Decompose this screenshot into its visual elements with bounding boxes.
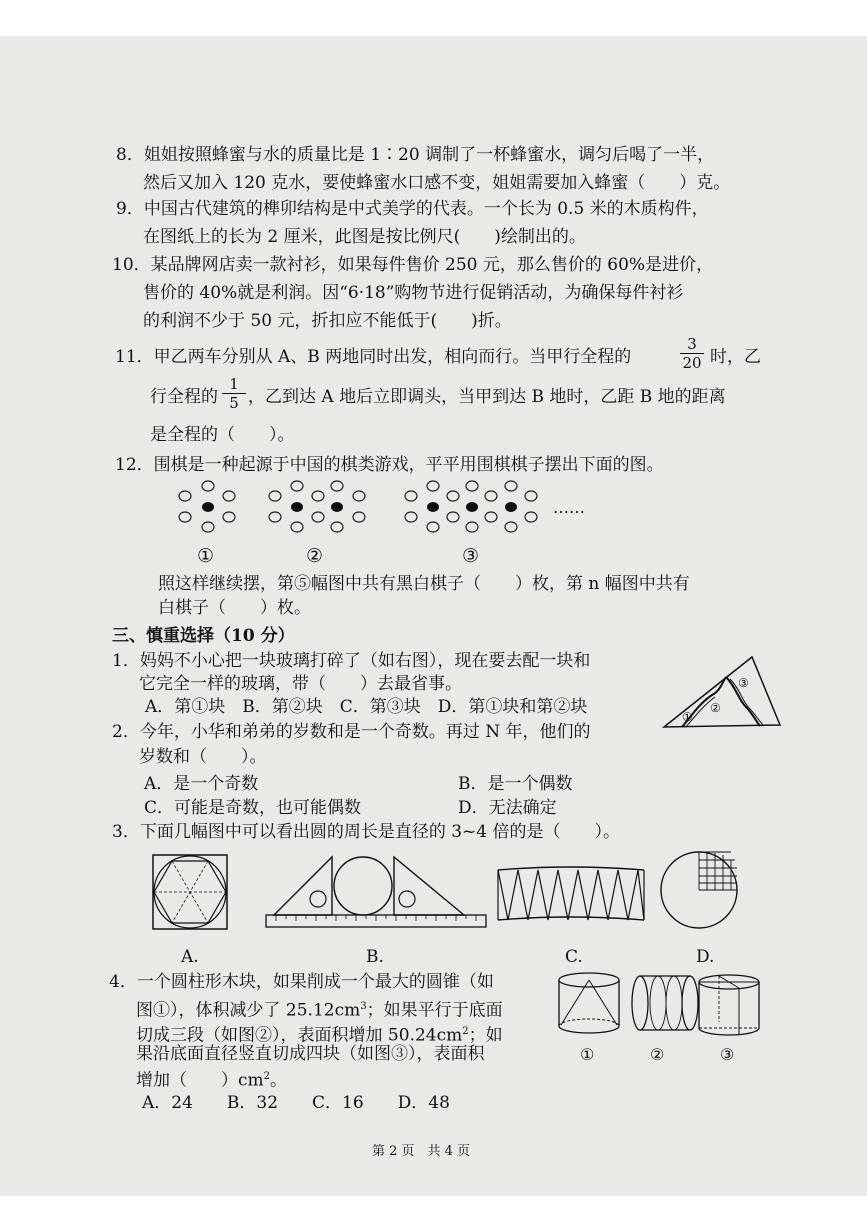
q11-line2a: 行全程的 bbox=[150, 387, 218, 407]
c4-options: A．24 B．32 C．16 D．48 bbox=[142, 1093, 450, 1113]
q12-line1: 12．围棋是一种起源于中国的棋类游戏，平平用围棋棋子摆出下面的图。 bbox=[115, 455, 664, 475]
c4-line3-text: 切成三段（如图②），表面积增加 50.24cm bbox=[136, 1025, 463, 1046]
figure-label-a: A. bbox=[181, 947, 199, 967]
c4-line2-text: 图①），体积减少了 25.12cm bbox=[136, 1000, 361, 1021]
figure-label-d: D. bbox=[696, 947, 715, 967]
q9-line2: 在图纸上的长为 2 厘米，此图是按比例尺( )绘制出的。 bbox=[143, 227, 586, 247]
c4-line2-tail: ；如果平行于底面 bbox=[366, 1000, 503, 1021]
figure-b-set-squares-ruler bbox=[264, 855, 489, 935]
c4-line3-tail: ；如 bbox=[468, 1025, 503, 1046]
q10-line1: 10．某品牌网店卖一款衬衫，如果每件售价 250 元，那么售价的 60%是进价， bbox=[112, 255, 714, 275]
c1-options: A．第①块 B．第②块 C．第③块 D．第①块和第②块 bbox=[145, 697, 588, 717]
fraction-numerator: 3 bbox=[687, 335, 697, 353]
q8-line1: 8．姐姐按照蜂蜜与水的质量比是 1∶20 调制了一杯蜂蜜水，调匀后喝了一半， bbox=[116, 145, 715, 165]
figure-label-c: C. bbox=[565, 947, 583, 967]
q8-line2: 然后又加入 120 克水，要使蜂蜜水口感不变，姐姐需要加入蜂蜜（ ）克。 bbox=[143, 173, 731, 193]
figure-a-square-circle-hexagon bbox=[151, 853, 231, 933]
c1-line2: 它完全一样的玻璃，带（ ）去最省事。 bbox=[139, 674, 462, 694]
fraction-denominator: 5 bbox=[229, 394, 239, 412]
section-heading: 三、慎重选择（10 分） bbox=[112, 626, 295, 646]
glass-piece-3: ③ bbox=[738, 676, 749, 690]
cylinder-label-1: ① bbox=[580, 1045, 595, 1064]
c2-option-c: C．可能是奇数，也可能偶数 bbox=[144, 798, 362, 818]
figure-label-b: B. bbox=[366, 947, 384, 967]
figure-c-zigzag-strip bbox=[496, 866, 646, 926]
glass-piece-2: ② bbox=[710, 701, 721, 715]
fraction-denominator: 20 bbox=[682, 354, 702, 372]
q12-line3: 白棋子（ ）枚。 bbox=[158, 598, 311, 618]
c1-line1: 1．妈妈不小心把一块玻璃打碎了（如右图），现在要去配一块和 bbox=[112, 651, 591, 671]
c4-line1: 4．一个圆柱形木块，如果削成一个最大的圆锥（如 bbox=[109, 972, 494, 992]
go-stone-pattern-figure bbox=[175, 477, 595, 547]
superscript-2: 2 bbox=[462, 1026, 469, 1037]
q11-line1a: 11．甲乙两车分别从 A、B 两地同时出发，相向而行。当甲行全程的 bbox=[115, 347, 632, 367]
superscript-2b: 2 bbox=[263, 1071, 271, 1082]
cylinder-label-3: ③ bbox=[720, 1045, 735, 1064]
c2-line2: 岁数和（ ）。 bbox=[139, 747, 267, 767]
figure-d-circle-grid bbox=[657, 848, 741, 932]
c2-option-a: A．是一个奇数 bbox=[144, 774, 259, 794]
c2-option-b: B．是一个偶数 bbox=[458, 774, 573, 794]
c2-line1: 2．今年，小华和弟弟的岁数和是一个奇数。再过 N 年，他们的 bbox=[112, 722, 591, 742]
glass-piece-1: ① bbox=[682, 710, 693, 724]
c4-line5 bbox=[136, 1066, 287, 1092]
fraction-1-5 bbox=[222, 376, 246, 411]
q11-line1b: 时，乙 bbox=[710, 347, 761, 367]
q11-line3: 是全程的（ ）。 bbox=[150, 425, 295, 445]
fraction-numerator: 1 bbox=[229, 375, 239, 393]
superscript-3: 3 bbox=[360, 1001, 367, 1012]
figure-label-2: ② bbox=[306, 545, 324, 567]
figure-label-3: ③ bbox=[462, 545, 480, 567]
q9-line1: 9．中国古代建筑的榫卯结构是中式美学的代表。一个长为 0.5 米的木质构件， bbox=[116, 199, 709, 219]
c4-line2 bbox=[136, 996, 503, 1022]
cylinder-label-2: ② bbox=[650, 1045, 665, 1064]
c4-line5-tail: 。 bbox=[270, 1070, 288, 1091]
broken-glass-figure bbox=[660, 655, 785, 730]
q11-line2b: ，乙到达 A 地后立即调头，当甲到达 B 地时，乙距 B 地的距离 bbox=[248, 387, 726, 407]
c3-line1: 3．下面几幅图中可以看出圆的周长是直径的 3~4 倍的是（ ）。 bbox=[112, 822, 620, 842]
c4-line4: 果沿底面直径竖直切成四块（如图③），表面积 bbox=[136, 1044, 485, 1064]
q10-line2: 售价的 40%就是利润。因“6·18”购物节进行促销活动，为确保每件衬衫 bbox=[143, 283, 684, 303]
c2-option-d: D．无法确定 bbox=[458, 798, 557, 818]
q10-line3: 的利润不少于 50 元，折扣应不能低于( )折。 bbox=[143, 311, 512, 331]
fraction-3-20 bbox=[680, 336, 704, 371]
page-footer: 第 2 页 共 4 页 bbox=[372, 1144, 471, 1159]
pattern-ellipsis: …… bbox=[553, 498, 585, 517]
figure-label-1: ① bbox=[197, 545, 215, 567]
cylinder-figures bbox=[557, 970, 767, 1040]
c4-line5-text: 增加（ ）cm bbox=[136, 1070, 264, 1091]
q12-line2: 照这样继续摆，第⑤幅图中共有黑白棋子（ ）枚，第 n 幅图中共有 bbox=[158, 574, 690, 594]
